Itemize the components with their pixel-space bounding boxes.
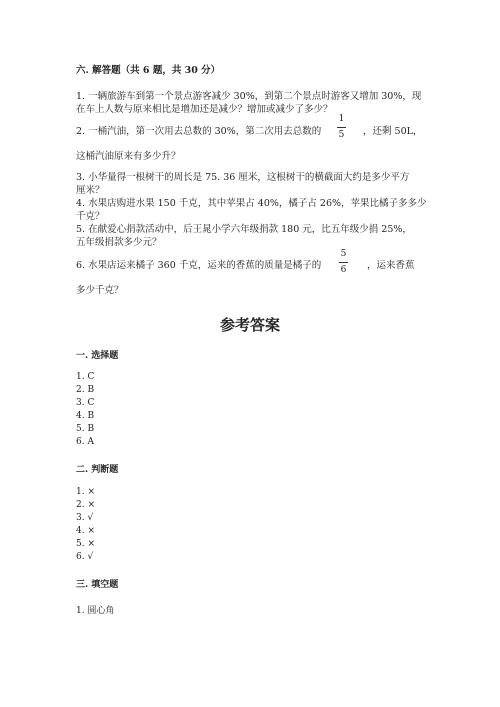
question-2-line-1a: 2. 一桶汽油，第一次用去总数的 30%，第二次用去总数的 <box>76 126 322 137</box>
question-2-line-2: 这桶汽油原来有多少升？ <box>76 151 181 162</box>
fraction-denominator: 5 <box>338 130 345 140</box>
question-5-line-1: 5. 在献爱心捐款活动中，后王晁小学六年级捐款 180 元，比五年级少捐 25%， <box>76 224 412 235</box>
answer-item: 1. C <box>76 372 95 382</box>
answer-item: 1. × <box>76 487 95 497</box>
answer-item: 5. B <box>76 424 95 434</box>
question-5-line-2: 五年级捐款多少元？ <box>76 237 162 248</box>
question-1-line-2: 在车上人数与原来相比是增加还是减少？增加或减少了多少？ <box>76 104 333 115</box>
answer-item: 2. B <box>76 385 95 395</box>
question-4-line-2: 千克？ <box>76 211 105 222</box>
fraction-bar <box>337 127 346 128</box>
question-3-line-2: 厘米？ <box>76 185 105 196</box>
question-1-line-1: 1. 一辆旅游车到第一个景点游客减少 30%，到第二个景点时游客又增加 30%，现 <box>76 91 422 102</box>
question-4-line-1: 4. 水果店购进水果 150 千克，其中苹果占 40%，橘子占 26%，苹果比橘子多多少 <box>76 198 427 209</box>
answer-item: 3. √ <box>76 513 94 523</box>
question-6-line-2: 多少千克？ <box>76 285 124 296</box>
fraction-denominator: 6 <box>340 265 347 275</box>
answer-item: 5. × <box>76 539 95 549</box>
answer-item: 6. √ <box>76 552 94 562</box>
answer-item: 1. 圆心角 <box>76 606 115 616</box>
fraction-numerator: 1 <box>338 114 345 124</box>
answers-title: 参考答案 <box>219 316 280 334</box>
answers-section-1-title: 一. 选择题 <box>76 351 119 361</box>
question-2-fraction <box>337 114 346 141</box>
question-3-line-1: 3. 小华量得一根树干的周长是 75. 36 厘米，这根树干的横截面大约是多少平方 <box>76 172 410 183</box>
question-6-line-1a: 6. 水果店运来橘子 360 千克，运来的香蕉的质量是橘子的 <box>76 260 322 271</box>
answer-item: 3. C <box>76 398 95 408</box>
answers-section-3-title: 三. 填空题 <box>76 580 119 590</box>
section-six-title: 六. 解答题（共 6 题，共 30 分） <box>76 65 221 76</box>
fraction-bar <box>339 262 348 263</box>
question-6-fraction <box>339 249 348 276</box>
answers-section-2-title: 二. 判断题 <box>76 465 119 475</box>
answer-item: 4. B <box>76 411 95 421</box>
answer-item: 6. A <box>76 437 94 447</box>
answer-item: 2. × <box>76 500 95 510</box>
fraction-numerator: 5 <box>340 249 347 259</box>
question-6-line-1b: ，运来香蕉 <box>367 260 415 271</box>
question-2-line-1b: ，还剩 50L， <box>363 126 423 137</box>
answer-item: 4. × <box>76 526 95 536</box>
